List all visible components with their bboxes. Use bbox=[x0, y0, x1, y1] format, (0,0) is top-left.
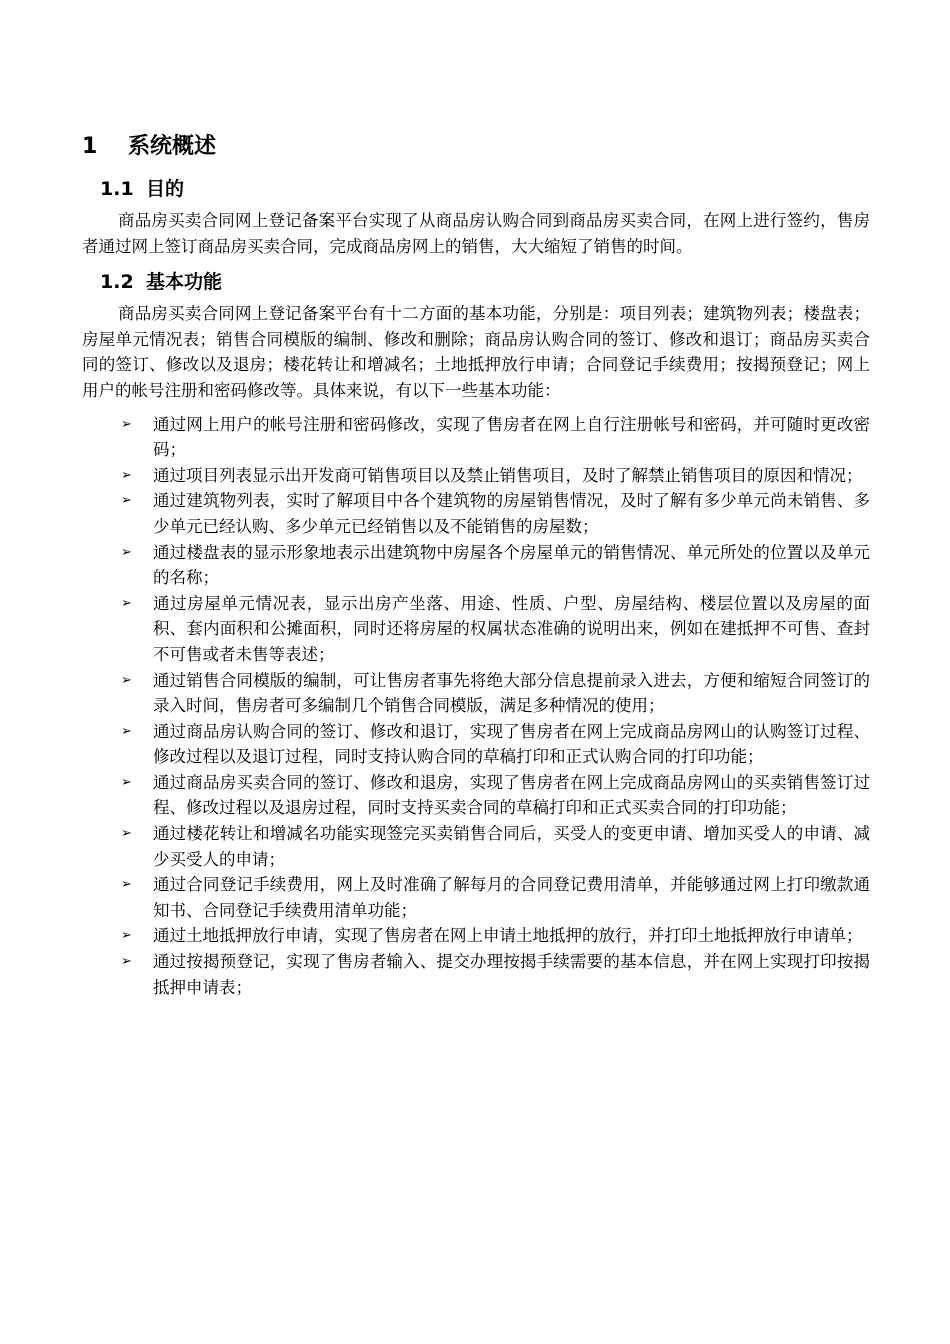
section-title: 系统概述 bbox=[128, 134, 217, 159]
section-1-2-heading bbox=[100, 267, 870, 297]
section-1-1-heading bbox=[100, 174, 870, 204]
arrow-bullet-icon: ➢ bbox=[121, 954, 132, 970]
list-item-text: 通过房屋单元情况表，显示出房产坐落、用途、性质、户型、房屋结构、楼层位置以及房屋的面积、套内面积和公摊面积，同时还将房屋的权属状态准确的说明出来，例如在建抵押不可售、查封不可售或者未售等表述； bbox=[153, 593, 870, 664]
list-item bbox=[82, 872, 870, 923]
list-item bbox=[82, 540, 870, 591]
functions-bullet-list bbox=[82, 412, 870, 1001]
list-item-text: 通过商品房买卖合同的签订、修改和退房，实现了售房者在网上完成商品房网山的买卖销售签订过程、修改过程以及退房过程，同时支持买卖合同的草稿打印和正式买卖合同的打印功能； bbox=[153, 772, 870, 818]
list-item bbox=[82, 770, 870, 821]
arrow-bullet-icon: ➢ bbox=[121, 877, 132, 893]
list-item-text: 通过建筑物列表，实时了解项目中各个建筑物的房屋销售情况，及时了解有多少单元尚未销售、多少单元已经认购、多少单元已经销售以及不能销售的房屋数； bbox=[153, 491, 870, 536]
list-item-text: 通过商品房认购合同的签订、修改和退订，实现了售房者在网上完成商品房网山的认购签订过程、修改过程以及退订过程，同时支持认购合同的草稿打印和正式认购合同的打印功能； bbox=[153, 721, 870, 767]
list-item bbox=[82, 591, 870, 668]
list-item-text: 通过销售合同模版的编制，可让售房者事先将绝大部分信息提前录入进去，方便和缩短合同签订的录入时间，售房者可多编制几个销售合同模版，满足多种情况的使用； bbox=[153, 670, 870, 716]
list-item-text: 通过按揭预登记，实现了售房者输入、提交办理按揭手续需要的基本信息，并在网上实现打印按揭抵押申请表； bbox=[153, 952, 870, 997]
section-title: 目的 bbox=[146, 178, 185, 200]
list-item bbox=[82, 719, 870, 770]
section-number: 1 bbox=[82, 134, 98, 159]
arrow-bullet-icon: ➢ bbox=[121, 467, 132, 483]
document-page bbox=[82, 130, 870, 1000]
list-item-text: 通过网上用户的帐号注册和密码修改，实现了售房者在网上自行注册帐号和密码，并可随时更改密码； bbox=[153, 414, 870, 460]
list-item bbox=[82, 923, 870, 949]
arrow-bullet-icon: ➢ bbox=[121, 928, 132, 944]
arrow-bullet-icon: ➢ bbox=[121, 493, 132, 509]
arrow-bullet-icon: ➢ bbox=[121, 826, 132, 842]
purpose-paragraph: 商品房买卖合同网上登记备案平台实现了从商品房认购合同到商品房买卖合同，在网上进行签约，售房者通过网上签订商品房买卖合同，完成商品房网上的销售，大大缩短了销售的时间。 bbox=[82, 211, 870, 256]
list-item-text: 通过土地抵押放行申请，实现了售房者在网上申请土地抵押的放行，并打印土地抵押放行申请单； bbox=[153, 926, 863, 946]
arrow-bullet-icon: ➢ bbox=[121, 544, 132, 560]
arrow-bullet-icon: ➢ bbox=[121, 672, 132, 688]
list-item bbox=[82, 668, 870, 719]
list-item-text: 通过楼盘表的显示形象地表示出建筑物中房屋各个房屋单元的销售情况、单元所处的位置以及单元的名称； bbox=[153, 542, 870, 588]
section-number: 1.1 bbox=[100, 178, 134, 200]
list-item bbox=[82, 821, 870, 872]
list-item bbox=[82, 463, 870, 489]
list-item-text: 通过楼花转让和增减名功能实现签完买卖销售合同后，买受人的变更申请、增加买受人的申请、减少买受人的申请； bbox=[153, 824, 870, 869]
arrow-bullet-icon: ➢ bbox=[121, 774, 132, 790]
section-title: 基本功能 bbox=[146, 271, 223, 294]
functions-intro-paragraph: 商品房买卖合同网上登记备案平台有十二方面的基本功能，分别是：项目列表；建筑物列表；楼盘表；房屋单元情况表；销售合同模版的编制、修改和删除；商品房认购合同的签订、修改和退订；商品房买卖合同的签订、修改以及退房；楼花转让和增减名；土地抵押放行申请；合同登记手续费用；按揭预登记；网上用户的帐号注册和密码修改等。具体来说，有以下一些基本功能： bbox=[82, 304, 870, 400]
arrow-bullet-icon: ➢ bbox=[121, 595, 132, 611]
section-number: 1.2 bbox=[100, 271, 134, 294]
list-item-text: 通过合同登记手续费用，网上及时准确了解每月的合同登记费用清单，并能够通过网上打印缴款通知书、合同登记手续费用清单功能； bbox=[153, 875, 870, 920]
list-item bbox=[82, 488, 870, 539]
arrow-bullet-icon: ➢ bbox=[121, 416, 132, 432]
list-item bbox=[82, 412, 870, 463]
arrow-bullet-icon: ➢ bbox=[121, 723, 132, 739]
list-item bbox=[82, 949, 870, 1000]
section-1-heading bbox=[82, 130, 870, 164]
list-item-text: 通过项目列表显示出开发商可销售项目以及禁止销售项目，及时了解禁止销售项目的原因和情况； bbox=[153, 465, 863, 485]
